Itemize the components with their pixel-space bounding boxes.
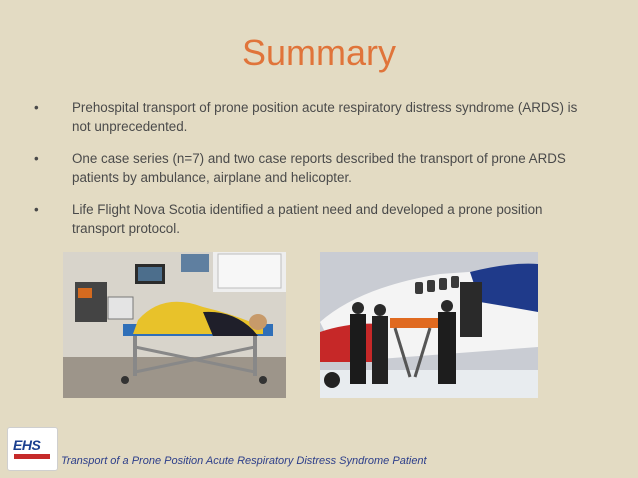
bullet-text: Prehospital transport of prone position acute respiratory distress syndrome (ARDS) is not unprecedented. — [72, 100, 578, 134]
bullet-item — [34, 201, 594, 238]
airplane-photo — [320, 252, 538, 398]
bullet-marker: • — [34, 202, 39, 217]
stretcher-photo — [63, 252, 286, 398]
bullet-list — [34, 99, 594, 252]
slide-title: Summary — [241, 32, 397, 73]
ehs-logo — [7, 427, 58, 471]
bullet-text: One case series (n=7) and two case reports described the transport of prone ARDS patients by ambulance, airplane and helicopter. — [72, 151, 566, 185]
bullet-item — [34, 99, 594, 136]
logo-text: EHS — [13, 437, 41, 453]
logo-stripe — [14, 454, 50, 459]
slide-footer: Transport of a Prone Position Acute Respiratory Distress Syndrome Patient — [61, 455, 427, 467]
bullet-item — [34, 150, 594, 187]
bullet-marker: • — [34, 100, 39, 115]
bullet-text: Life Flight Nova Scotia identified a patient need and developed a prone position transport protocol. — [72, 202, 543, 236]
bullet-marker: • — [34, 151, 39, 166]
